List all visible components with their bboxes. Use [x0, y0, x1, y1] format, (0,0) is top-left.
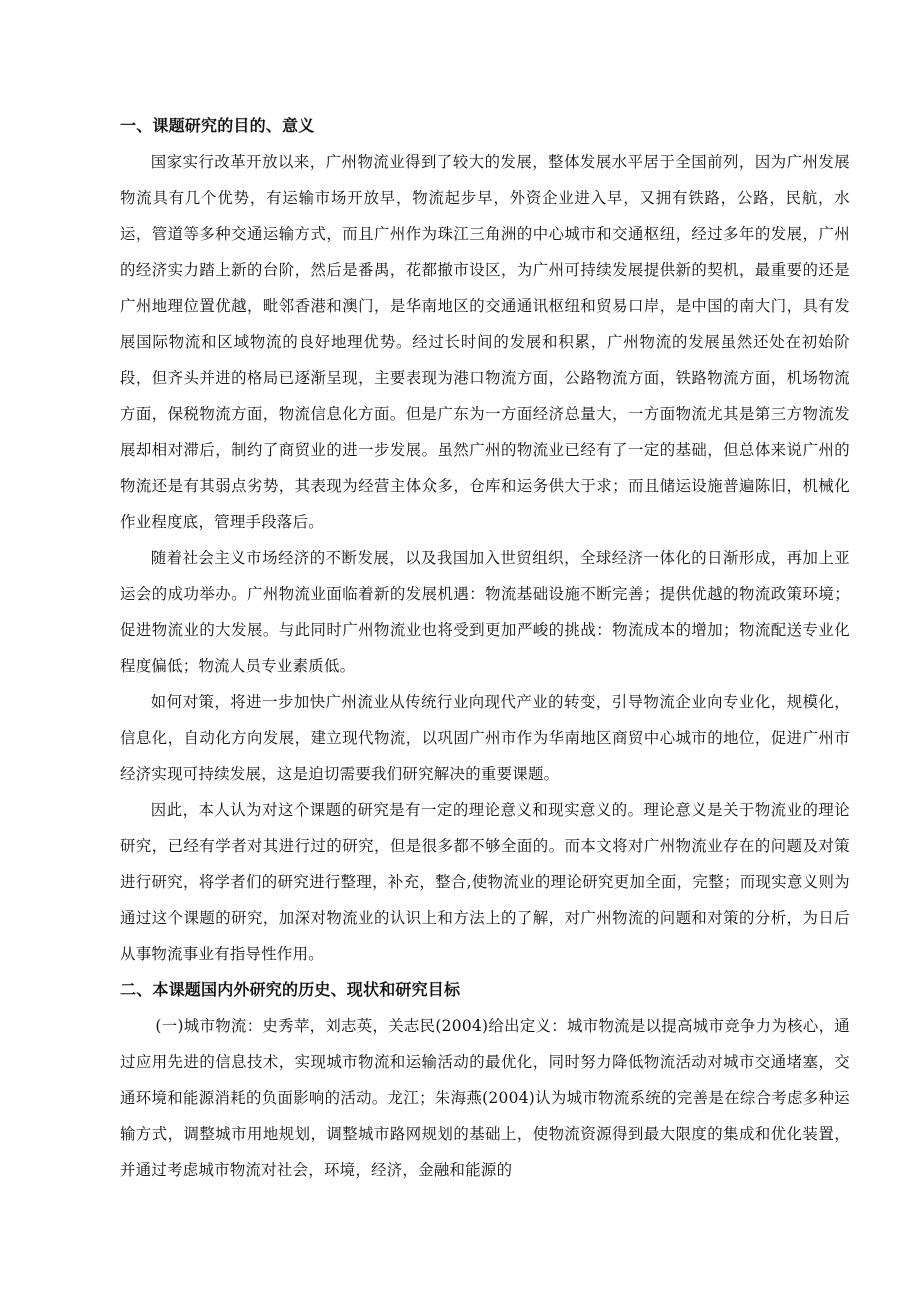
- section-heading-research-history: 二、本课题国内外研究的历史、现状和研究目标: [120, 980, 461, 999]
- paragraph-countermeasures: 如何对策，将进一步加快广州流业从传统行业向现代产业的转变，引导物流企业向专业化，规模化，信息化，自动化方向发展，建立现代物流，以巩固广州市作为华南地区商贸中心城市的地位，促进广州市经济实现可持续发展，这是迫切需要我们研究解决的重要课题。: [120, 693, 850, 783]
- section-heading-purpose: 一、课题研究的目的、意义: [120, 116, 315, 135]
- paragraph-significance: 因此，本人认为对这个课题的研究是有一定的理论意义和现实意义的。理论意义是关于物流业的理论研究，已经有学者对其进行过的研究，但是很多都不够全面的。而本文将对广州物流业存在的问题及对策进行研究，将学者们的研究进行整理，补充，整合,使物流业的理论研究更加全面，完整；而现实意义则为通过这个课题的研究，加深对物流业的认识上和方法上的了解，对广州物流的问题和对策的分析，为日后从事物流事业有指导性作用。: [120, 801, 850, 963]
- paragraph-market-development: 随着社会主义市场经济的不断发展，以及我国加入世贸组织，全球经济一体化的日渐形成，再加上亚运会的成功举办。广州物流业面临着新的发展机遇：物流基础设施不断完善；提供优越的物流政策环境；促进物流业的大发展。与此同时广州物流业也将受到更加严峻的挑战：物流成本的增加；物流配送专业化程度偏低；物流人员专业素质低。: [120, 549, 850, 675]
- document-body: [120, 108, 850, 1188]
- paragraph-guangzhou-logistics-overview: 国家实行改革开放以来，广州物流业得到了较大的发展，整体发展水平居于全国前列，因为广州发展物流具有几个优势，有运输市场开放早，物流起步早，外资企业进入早，又拥有铁路，公路，民航，水运，管道等多种交通运输方式，而且广州作为珠江三角洲的中心城市和交通枢纽，经过多年的发展，广州的经济实力踏上新的台阶，然后是番禺，花都撤市设区，为广州可持续发展提供新的契机，最重要的还是广州地理位置优越，毗邻香港和澳门，是华南地区的交通通讯枢纽和贸易口岸，是中国的南大门，具有发展国际物流和区域物流的良好地理优势。经过长时间的发展和积累，广州物流的发展虽然还处在初始阶段，但齐头并进的格局已逐渐呈现，主要表现为港口物流方面，公路物流方面，铁路物流方面，机场物流方面，保税物流方面，物流信息化方面。但是广东为一方面经济总量大，一方面物流尤其是第三方物流发展却相对滞后，制约了商贸业的进一步发展。虽然广州的物流业已经有了一定的基础，但总体来说广州的物流还是有其弱点劣势，其表现为经营主体众多，仓库和运务供大于求；而且储运设施普遍陈旧，机械化作业程度底，管理手段落后。: [120, 153, 850, 531]
- paragraph-urban-logistics: (一)城市物流：史秀苹，刘志英，关志民(2004)给出定义：城市物流是以提高城市竞争力为核心，通过应用先进的信息技术，实现城市物流和运输活动的最优化，同时努力降低物流活动对城市交通堵塞，交通环境和能源消耗的负面影响的活动。龙江；朱海燕(2004)认为城市物流系统的完善是在综合考虑多种运输方式，调整城市用地规划，调整城市路网规划的基础上，使物流资源得到最大限度的集成和优化装置，并通过考虑城市物流对社会，环境，经济，金融和能源的: [120, 1017, 850, 1179]
